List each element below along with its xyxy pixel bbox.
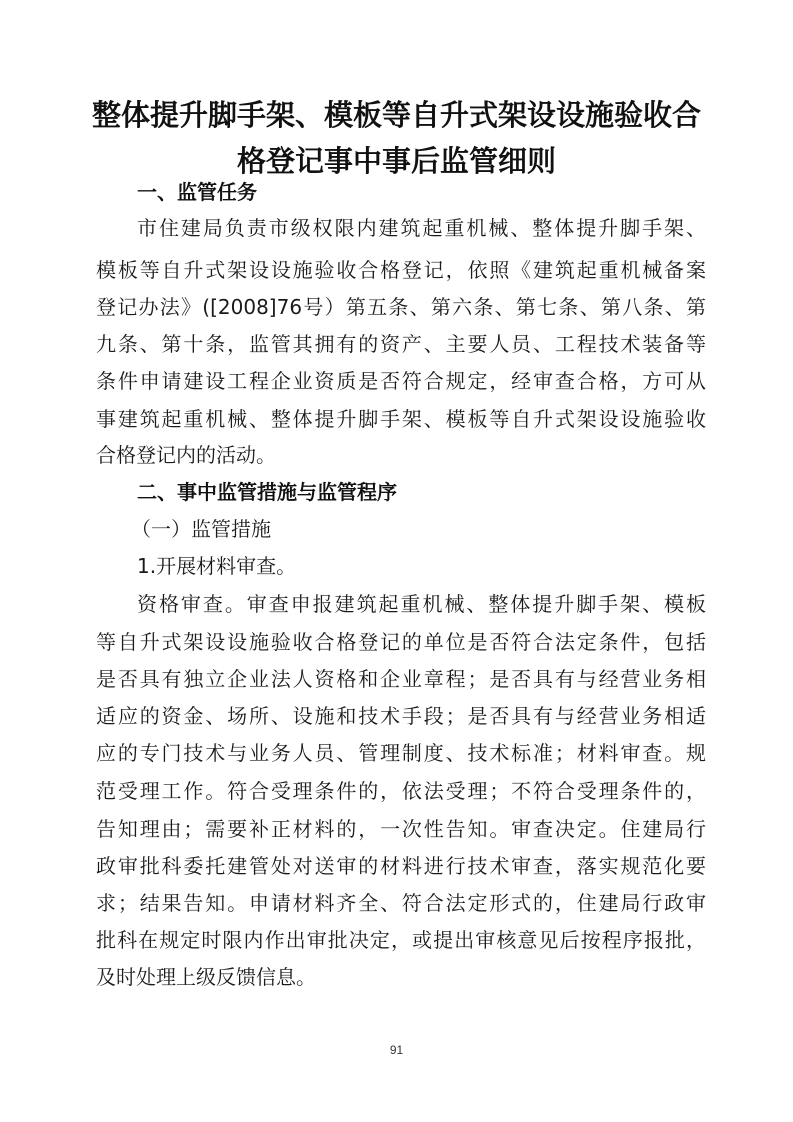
section-2-line-5: 应的专门技术与业务人员、管理制度、技术标准；材料审查。规 xyxy=(96,741,706,765)
section-2-line-10: 批科在规定时限内作出审批决定，或提出审核意见后按程序报批， xyxy=(96,928,706,952)
section-2-line-8: 政审批科委托建管处对送审的材料进行技术审查，落实规范化要 xyxy=(96,854,706,878)
section-2-line-11: 及时处理上级反馈信息。 xyxy=(96,965,316,989)
section-2-line-9: 求；结果告知。申请材料齐全、符合法定形式的，住建局行政审 xyxy=(96,891,706,915)
section-1-heading: 一、监管任务 xyxy=(137,180,257,204)
section-2-line-3: 是否具有独立企业法人资格和企业章程；是否具有与经营业务相 xyxy=(96,667,706,691)
section-1-line-7: 合格登记内的活动。 xyxy=(96,443,276,467)
section-1-line-3: 登记办法》([2008]76号）第五条、第六条、第七条、第八条、第 xyxy=(96,295,706,319)
section-2-line-1: 资格审查。审查申报建筑起重机械、整体提升脚手架、模板 xyxy=(137,592,706,616)
section-2-line-6: 范受理工作。符合受理条件的，依法受理；不符合受理条件的， xyxy=(96,779,706,803)
section-1-line-4: 九条、第十条，监管其拥有的资产、主要人员、工程技术装备等 xyxy=(96,332,706,356)
page-number: 91 xyxy=(389,1043,404,1057)
section-2-line-4: 适应的资金、场所、设施和技术手段；是否具有与经营业务相适 xyxy=(96,704,706,728)
section-2-subheading: （一）监管措施 xyxy=(131,517,271,541)
document-title-line-1: 整体提升脚手架、模板等自升式架设设施验收合 xyxy=(91,98,701,132)
section-1-line-6: 事建筑起重机械、整体提升脚手架、模板等自升式架设设施验收 xyxy=(96,407,706,431)
section-2-heading: 二、事中监管措施与监管程序 xyxy=(137,480,397,504)
section-1-line-5: 条件申请建设工程企业资质是否符合规定，经审查合格，方可从 xyxy=(96,369,706,393)
section-1-line-1: 市住建局负责市级权限内建筑起重机械、整体提升脚手架、 xyxy=(137,216,706,240)
section-2-line-7: 告知理由；需要补正材料的，一次性告知。审查决定。住建局行 xyxy=(96,817,706,841)
section-1-line-2: 模板等自升式架设设施验收合格登记，依照《建筑起重机械备案 xyxy=(96,258,706,282)
section-2-item-1: 1.开展材料审查。 xyxy=(137,554,297,578)
section-2-line-2: 等自升式架设设施验收合格登记的单位是否符合法定条件，包括 xyxy=(96,630,706,654)
document-title-line-2: 格登记事中事后监管细则 xyxy=(236,144,556,178)
